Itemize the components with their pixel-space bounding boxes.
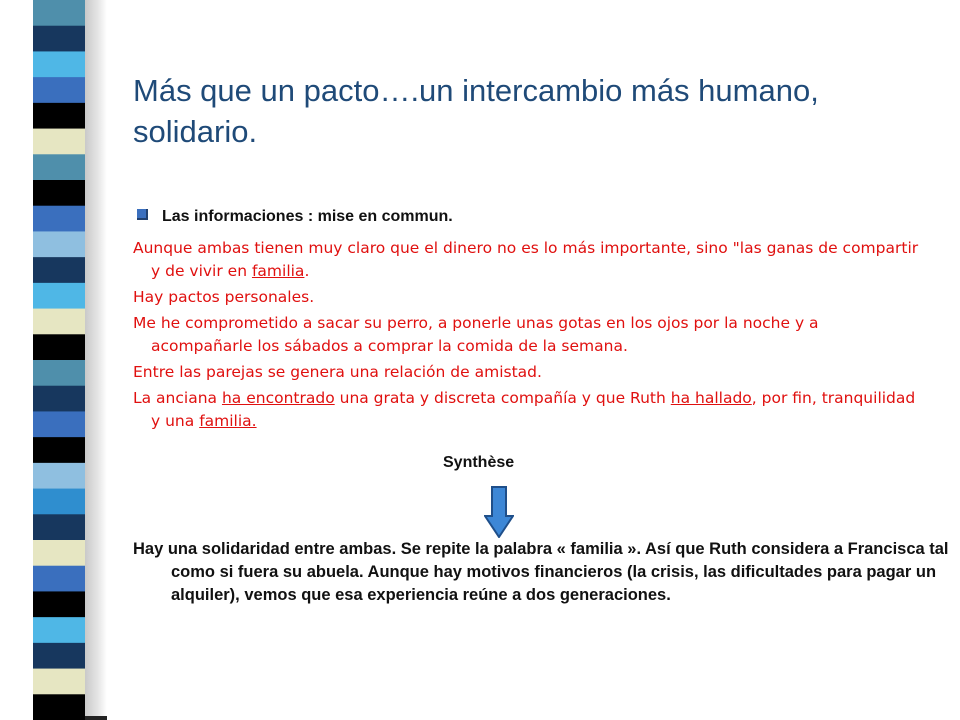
synthese-label: Synthèse: [443, 454, 515, 471]
text-run: , por fin, tranquilidad y una: [151, 389, 916, 430]
text-run: Entre las parejas se genera una relación de amistad.: [133, 363, 542, 381]
stripe-block: [33, 257, 85, 283]
stripe-block: [33, 154, 85, 180]
stripe-block: [33, 206, 85, 232]
decorative-shadow-strip: [85, 0, 107, 720]
decorative-bottom-mark: [85, 716, 107, 720]
stripe-block: [33, 26, 85, 52]
body-paragraph: [133, 361, 923, 384]
underlined-text: familia.: [199, 412, 257, 430]
body-paragraphs: [133, 237, 923, 436]
bullet-heading: Las informaciones : mise en commun.: [162, 208, 453, 225]
underlined-text: familia: [251, 262, 305, 280]
stripe-block: [33, 489, 85, 515]
body-paragraph: [133, 312, 923, 358]
stripe-block: [33, 669, 85, 695]
down-arrow-icon: [484, 486, 514, 538]
underlined-text: ha hallado: [670, 389, 752, 407]
stripe-block: [33, 694, 85, 720]
underlined-text: ha encontrado: [221, 389, 335, 407]
stripe-block: [33, 566, 85, 592]
text-run: La anciana: [133, 389, 222, 407]
stripe-block: [33, 617, 85, 643]
text-run: .: [304, 262, 310, 280]
square-bullet-icon: [137, 209, 148, 220]
stripe-block: [33, 463, 85, 489]
body-paragraph: [133, 237, 923, 283]
text-run: Hay pactos personales.: [133, 288, 315, 306]
decorative-stripe-bar: [33, 0, 85, 720]
stripe-block: [33, 51, 85, 77]
stripe-block: [33, 309, 85, 335]
body-paragraph: [133, 387, 923, 433]
text-run: Me he comprometido a sacar su perro, a ponerle unas gotas en los ojos por la noche y a acompañarle los sábados a comprar la comida de la semana.: [133, 314, 819, 355]
summary-paragraph: Hay una solidaridad entre ambas. Se repite la palabra « familia ». Así que Ruth considera a Francisca tal como si fuera su abuela. Aunque hay motivos financieros (la crisis, las dificultades para pagar un alquiler), vemos que esa experiencia reúne a dos generaciones.: [133, 540, 949, 604]
bullet-heading-line: [133, 208, 453, 226]
stripe-block: [33, 643, 85, 669]
stripe-block: [33, 231, 85, 257]
stripe-block: [33, 129, 85, 155]
text-run: una grata y discreta compañía y que Ruth: [334, 389, 671, 407]
stripe-block: [33, 334, 85, 360]
stripe-block: [33, 77, 85, 103]
slide-title: Más que un pacto….un intercambio más humano, solidario.: [133, 73, 819, 149]
text-run: Aunque ambas tienen muy claro que el dinero no es lo más importante, sino "las ganas de compartir y de vivir en: [133, 239, 919, 280]
stripe-block: [33, 360, 85, 386]
stripe-block: [33, 180, 85, 206]
stripe-block: [33, 514, 85, 540]
stripe-block: [33, 283, 85, 309]
stripe-block: [33, 591, 85, 617]
stripe-block: [33, 411, 85, 437]
stripe-block: [33, 437, 85, 463]
stripe-block: [33, 0, 85, 26]
stripe-block: [33, 540, 85, 566]
stripe-block: [33, 103, 85, 129]
body-paragraph: [133, 286, 923, 309]
stripe-block: [33, 386, 85, 412]
